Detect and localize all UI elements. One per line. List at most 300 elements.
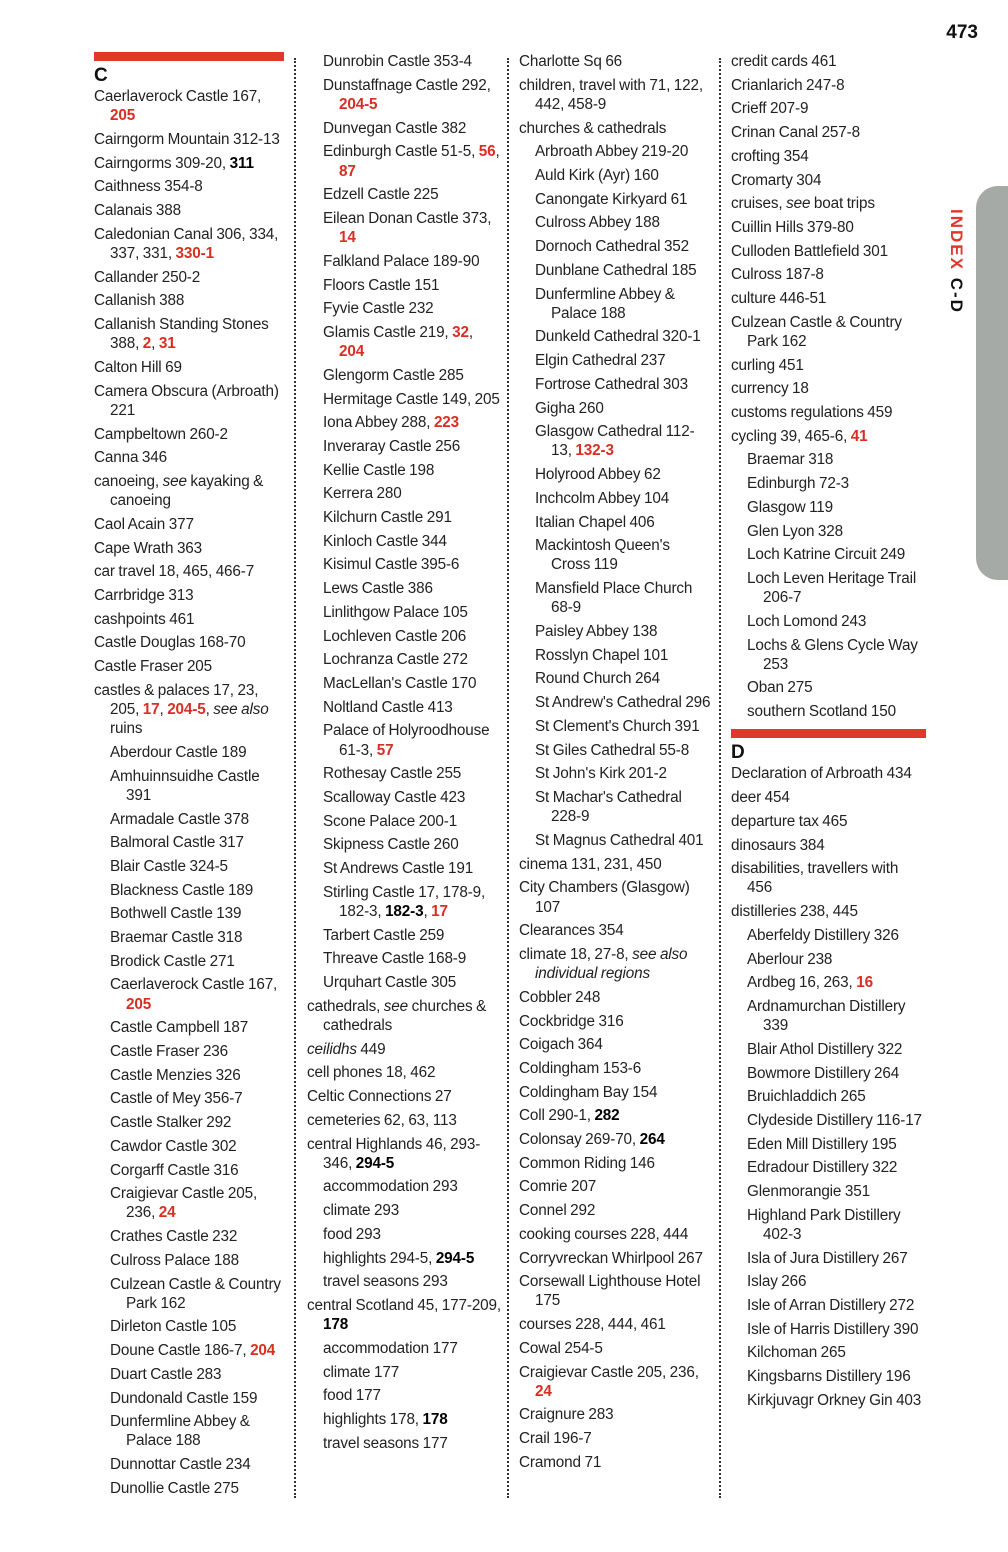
- entry-text: Cobbler 248: [519, 988, 601, 1006]
- index-subentry: [94, 1018, 284, 1037]
- index-subentry: [307, 119, 501, 138]
- map-page-ref: 204-5: [167, 700, 206, 718]
- index-subentry: [94, 1066, 284, 1085]
- index-subentry: [731, 1135, 926, 1154]
- map-page-ref: 14: [339, 229, 356, 247]
- index-subentry: [731, 1343, 926, 1362]
- index-entry: [731, 194, 926, 213]
- column-separator: [507, 58, 509, 1498]
- entry-text: Rothesay Castle 255: [323, 765, 462, 783]
- column-separator: [719, 58, 721, 1498]
- entry-text: Aberlour 238: [747, 950, 833, 968]
- index-subentry: [307, 721, 501, 759]
- entry-text: Ardnamurchan Distillery 339: [747, 997, 906, 1035]
- index-subentry: [519, 261, 711, 280]
- index-entry: [731, 836, 926, 855]
- index-subentry: [731, 678, 926, 697]
- index-subentry: [731, 1296, 926, 1315]
- entry-text: Celtic Connections 27: [307, 1088, 452, 1106]
- map-page-ref: 16: [856, 974, 873, 992]
- entry-text: Dunnottar Castle 234: [110, 1456, 251, 1474]
- entry-text: Oban 275: [747, 679, 813, 697]
- entry-text: Cowal 254-5: [519, 1339, 603, 1357]
- map-page-ref: 17: [142, 700, 160, 718]
- entry-text: Aberdour Castle 189: [110, 743, 247, 761]
- index-entry: [94, 315, 284, 353]
- index-entry: [519, 1315, 711, 1334]
- map-page-ref: 205: [110, 107, 136, 125]
- entry-text: ,: [205, 700, 214, 718]
- entry-text: Carrbridge 313: [94, 586, 194, 604]
- index-subentry: [94, 881, 284, 900]
- index-subentry: [307, 812, 501, 831]
- entry-text: Culzean Castle & Country Park 162: [110, 1275, 281, 1312]
- entry-text: climate 293: [323, 1202, 400, 1220]
- index-subentry: [307, 1225, 501, 1244]
- index-subentry: [307, 276, 501, 295]
- index-entry: [519, 988, 711, 1007]
- index-subentry: [731, 450, 926, 469]
- cross-ref-text: see also individual regions: [535, 945, 688, 983]
- entry-text: central Scotland 45, 177-209,: [307, 1296, 501, 1314]
- entry-text: Glasgow Cathedral 112-13,: [535, 423, 695, 460]
- entry-text: highlights 294-5,: [323, 1249, 436, 1267]
- entry-text: Braemar 318: [747, 451, 834, 469]
- entry-text: St Magnus Cathedral 401: [535, 831, 704, 849]
- index-subentry: [94, 810, 284, 829]
- entry-text: Callanish 388: [94, 292, 185, 310]
- entry-text: travel seasons 177: [323, 1434, 448, 1452]
- entry-text: Floors Castle 151: [323, 276, 440, 294]
- entry-text: Scalloway Castle 423: [323, 789, 466, 806]
- index-entry: [731, 313, 926, 351]
- entry-text: Calanais 388: [94, 202, 181, 220]
- entry-text: Bruichladdich 265: [747, 1088, 866, 1106]
- entry-text: Glen Lyon 328: [747, 522, 843, 540]
- index-entry: [519, 76, 711, 114]
- index-label: INDEX: [947, 209, 966, 271]
- index-entry: [94, 382, 284, 420]
- index-subentry: [519, 465, 711, 484]
- entry-text: children, travel with 71, 122, 442, 458-9: [519, 76, 703, 113]
- index-entry: [731, 427, 926, 446]
- entry-text: Duart Castle 283: [110, 1365, 222, 1383]
- entry-text: Lews Castle 386: [323, 580, 433, 598]
- entry-text: Brodick Castle 271: [110, 952, 235, 970]
- entry-text: Cairngorm Mountain 312-13: [94, 130, 280, 148]
- entry-text: Dunkeld Cathedral 320-1: [535, 328, 701, 346]
- entry-text: Castle of Mey 356-7: [110, 1090, 243, 1108]
- map-page-ref: 132-3: [575, 442, 614, 460]
- index-entry: [94, 154, 284, 173]
- entry-text: Culloden Battlefield 301: [731, 242, 888, 260]
- entry-text: Culross 187-8: [731, 266, 824, 284]
- entry-text: departure tax 465: [731, 812, 848, 830]
- feature-page-ref: 182-3: [385, 903, 424, 921]
- entry-text: Connel 292: [519, 1202, 596, 1220]
- index-subentry: [519, 142, 711, 161]
- entry-text: Palace of Holyroodhouse 61-3,: [323, 722, 490, 759]
- entry-text: Ardbeg 16, 263,: [747, 974, 857, 992]
- entry-text: Crathes Castle 232: [110, 1228, 238, 1246]
- index-entry: [731, 147, 926, 166]
- entry-text: Dornoch Cathedral 352: [535, 238, 690, 256]
- entry-text: 449: [356, 1040, 386, 1058]
- entry-text: St Andrew's Cathedral 296: [535, 694, 711, 712]
- index-subentry: [307, 437, 501, 456]
- index-subentry: [307, 209, 501, 247]
- index-subentry: [731, 1249, 926, 1268]
- entry-text: Armadale Castle 378: [110, 810, 249, 828]
- index-subentry: [519, 693, 711, 712]
- index-entry: [731, 218, 926, 237]
- index-subentry: [94, 1137, 284, 1156]
- entry-text: Corgarff Castle 316: [110, 1161, 239, 1179]
- entry-text: Castle Stalker 292: [110, 1114, 232, 1132]
- index-subentry: [519, 213, 711, 232]
- index-subentry: [307, 973, 501, 992]
- entry-text: Crianlarich 247-8: [731, 76, 845, 94]
- entry-text: Cairngorms 309-20,: [94, 154, 230, 172]
- index-subentry: [307, 299, 501, 318]
- index-subentry: [94, 1365, 284, 1384]
- index-subentry: [307, 926, 501, 945]
- entry-text: ruins: [110, 720, 143, 738]
- entry-text: Balmoral Castle 317: [110, 834, 244, 852]
- entry-text: Dunstaffnage Castle 292,: [323, 76, 491, 94]
- entry-text: Blair Athol Distillery 322: [747, 1040, 903, 1058]
- index-entry: [94, 681, 284, 739]
- index-subentry: [307, 508, 501, 527]
- index-subentry: [307, 484, 501, 503]
- entry-text: Kingsbarns Distillery 196: [747, 1368, 911, 1386]
- entry-text: Loch Leven Heritage Trail 206-7: [747, 569, 917, 607]
- entry-list: [519, 52, 711, 1472]
- entry-text: Fortrose Cathedral 303: [535, 375, 689, 393]
- entry-text: central Highlands 46, 293-346,: [307, 1135, 481, 1172]
- entry-text: Bothwell Castle 139: [110, 905, 242, 923]
- index-subentry: [519, 351, 711, 370]
- entry-text: southern Scotland 150: [747, 703, 896, 721]
- entry-text: Craigievar Castle 205, 236,: [519, 1363, 699, 1381]
- index-subentry: [307, 532, 501, 551]
- index-subentry: [307, 1410, 501, 1429]
- entry-text: Canna 346: [94, 449, 167, 467]
- index-subentry: [731, 702, 926, 721]
- entry-text: Eden Mill Distillery 195: [747, 1135, 897, 1153]
- entry-text: food 177: [323, 1387, 381, 1405]
- index-entry: [94, 448, 284, 467]
- index-subentry: [307, 185, 501, 204]
- index-subentry: [307, 413, 501, 432]
- index-entry: [519, 1059, 711, 1078]
- entry-text: Campbeltown 260-2: [94, 425, 228, 443]
- index-entry: [94, 130, 284, 149]
- index-entry: [731, 379, 926, 398]
- entry-text: ,: [423, 903, 432, 921]
- entry-text: Threave Castle 168-9: [323, 950, 467, 968]
- index-subentry: [519, 579, 711, 617]
- index-subentry: [519, 788, 711, 826]
- entry-text: accommodation 293: [323, 1178, 458, 1196]
- entry-text: Braemar Castle 318: [110, 929, 243, 947]
- page-number: 473: [946, 22, 978, 43]
- entry-text: Kinloch Castle 344: [323, 532, 447, 550]
- entry-text: Dundonald Castle 159: [110, 1389, 258, 1407]
- map-page-ref: 56: [478, 143, 496, 161]
- entry-text: St Machar's Cathedral 228-9: [535, 789, 682, 826]
- index-subentry: [94, 928, 284, 947]
- index-entry: [731, 764, 926, 783]
- index-subentry: [731, 612, 926, 631]
- index-subentry: [731, 636, 926, 674]
- entry-text: Caerlaverock Castle 167,: [94, 88, 262, 105]
- index-subentry: [94, 1389, 284, 1408]
- index-entry: [94, 539, 284, 558]
- entry-text: Isla of Jura Distillery 267: [747, 1249, 908, 1267]
- index-subentry: [307, 627, 501, 646]
- entry-text: Kisimul Castle 395-6: [323, 556, 460, 574]
- index-entry: [731, 859, 926, 897]
- index-entry: [519, 1035, 711, 1054]
- entry-text: courses 228, 444, 461: [519, 1316, 666, 1334]
- index-subentry: [94, 1455, 284, 1474]
- entry-text: Culross Abbey 188: [535, 214, 660, 232]
- index-subentry: [731, 950, 926, 969]
- index-subentry: [731, 1367, 926, 1386]
- index-subentry: [94, 1412, 284, 1450]
- entry-text: Highland Park Distillery 402-3: [747, 1206, 901, 1243]
- index-entry: [731, 289, 926, 308]
- index-entry: [94, 291, 284, 310]
- index-entry: [731, 99, 926, 118]
- entry-text: Fyvie Castle 232: [323, 300, 434, 318]
- entry-text: Craigievar Castle 205, 236,: [110, 1185, 258, 1222]
- index-entry: [731, 76, 926, 95]
- cross-ref-text: ceilidhs: [307, 1040, 357, 1058]
- index-subentry: [307, 1434, 501, 1453]
- entry-text: cashpoints 461: [94, 610, 195, 628]
- map-page-ref: 204: [250, 1342, 276, 1360]
- index-subentry: [519, 622, 711, 641]
- entry-text: Kerrera 280: [323, 485, 402, 503]
- index-subentry: [307, 1249, 501, 1268]
- entry-text: Kilchoman 265: [747, 1344, 846, 1362]
- section-bar-d: [731, 729, 926, 738]
- entry-text: curling 451: [731, 356, 804, 374]
- entry-text: Inchcolm Abbey 104: [535, 489, 670, 507]
- entry-text: Kellie Castle 198: [323, 461, 435, 479]
- index-subentry: [519, 327, 711, 346]
- entry-text: Amhuinnsuidhe Castle 391: [110, 767, 260, 804]
- entry-text: MacLellan's Castle 170: [323, 674, 477, 692]
- entry-text: Castle Fraser 205: [94, 658, 213, 676]
- index-entry: [94, 657, 284, 676]
- index-subentry: [94, 975, 284, 1013]
- entry-text: Dunfermline Abbey & Palace 188: [535, 285, 675, 322]
- entry-text: highlights 178,: [323, 1410, 423, 1428]
- index-subentry: [519, 717, 711, 736]
- entry-text: Edinburgh 72-3: [747, 475, 850, 493]
- index-subentry: [731, 1040, 926, 1059]
- index-subentry: [307, 764, 501, 783]
- map-page-ref: 223: [433, 414, 460, 432]
- entry-text: Coigach 364: [519, 1036, 603, 1054]
- entry-text: Caledonian Canal 306, 334, 337, 331,: [94, 225, 279, 262]
- section-letter-c: C: [94, 65, 108, 86]
- entry-text: Edzell Castle 225: [323, 186, 439, 204]
- entry-list: [307, 52, 501, 1453]
- index-entry: [731, 902, 926, 921]
- index-entry: [731, 242, 926, 261]
- index-entry: [519, 1249, 711, 1268]
- entry-text: Mansfield Place Church 68-9: [535, 580, 693, 617]
- map-page-ref: 87: [339, 162, 356, 180]
- entry-text: St Giles Cathedral 55-8: [535, 741, 690, 759]
- entry-text: Rosslyn Chapel 101: [535, 646, 669, 664]
- entry-text: boat trips: [810, 195, 875, 213]
- entry-text: Castle Menzies 326: [110, 1066, 241, 1084]
- entry-text: cell phones 18, 462: [307, 1064, 436, 1082]
- index-subentry: [731, 545, 926, 564]
- entry-text: Gigha 260: [535, 399, 604, 417]
- entry-text: ,: [495, 143, 500, 161]
- index-subentry: [731, 498, 926, 517]
- entry-text: Stirling Castle 17, 178-9, 182-3,: [323, 883, 486, 921]
- map-page-ref: 330-1: [175, 244, 214, 262]
- entry-text: Auld Kirk (Ayr) 160: [535, 167, 659, 185]
- index-subentry: [94, 833, 284, 852]
- entry-text: Cromarty 304: [731, 171, 822, 189]
- entry-text: Cramond 71: [519, 1453, 602, 1471]
- map-page-ref: 204-5: [339, 95, 378, 113]
- entry-text: currency 18: [731, 380, 809, 398]
- index-subentry: [519, 513, 711, 532]
- entry-text: Camera Obscura (Arbroath) 221: [94, 382, 279, 419]
- index-subentry: [519, 237, 711, 256]
- index-column-4: [731, 52, 926, 1415]
- index-subentry: [307, 1201, 501, 1220]
- entry-text: Craignure 283: [519, 1406, 614, 1424]
- index-subentry: [731, 569, 926, 607]
- entry-text: Kilchurn Castle 291: [323, 509, 452, 527]
- entry-text: kayaking & canoeing: [110, 472, 264, 510]
- entry-text: canoeing,: [94, 472, 163, 490]
- entry-text: Glenmorangie 351: [747, 1183, 870, 1201]
- index-entry: [519, 1130, 711, 1149]
- entry-text: Clearances 354: [519, 922, 624, 940]
- index-entry: [731, 812, 926, 831]
- index-entry: [519, 1201, 711, 1220]
- index-entry: [519, 1405, 711, 1424]
- entry-text: Coll 290-1,: [519, 1107, 595, 1125]
- entry-text: Bowmore Distillery 264: [747, 1064, 900, 1082]
- index-subentry: [307, 1339, 501, 1358]
- index-entry: [519, 1177, 711, 1196]
- entry-text: Coldingham Bay 154: [519, 1083, 658, 1101]
- index-subentry: [731, 1272, 926, 1291]
- entry-text: Loch Lomond 243: [747, 612, 867, 630]
- entry-text: Elgin Cathedral 237: [535, 352, 666, 370]
- index-subentry: [307, 788, 501, 807]
- entry-text: Lochranza Castle 272: [323, 651, 468, 669]
- entry-text: Caithness 354-8: [94, 178, 203, 196]
- feature-page-ref: 178: [422, 1410, 448, 1428]
- index-subentry: [94, 857, 284, 876]
- entry-text: churches & cathedrals: [519, 119, 667, 137]
- index-entry: [307, 1063, 501, 1082]
- index-subentry: [307, 555, 501, 574]
- cross-ref-text: see: [383, 997, 408, 1015]
- entry-text: Declaration of Arbroath 434: [731, 765, 912, 783]
- cross-ref-text: see also: [213, 700, 269, 718]
- entry-text: Doune Castle 186-7,: [110, 1342, 251, 1360]
- index-entry: [94, 472, 284, 510]
- entry-text: Castle Fraser 236: [110, 1043, 229, 1061]
- index-entry: [94, 87, 284, 125]
- index-subentry: [519, 190, 711, 209]
- entry-text: Edinburgh Castle 51-5,: [323, 143, 479, 161]
- entry-text: ,: [468, 323, 473, 341]
- index-range-label: C-D: [947, 277, 966, 314]
- entry-text: cycling 39, 465-6,: [731, 427, 851, 445]
- entry-text: Calton Hill 69: [94, 358, 182, 376]
- index-entry: [731, 403, 926, 422]
- entry-text: climate 177: [323, 1363, 400, 1381]
- entry-text: Loch Katrine Circuit 249: [747, 546, 906, 564]
- entry-text: Kirkjuvagr Orkney Gin 403: [747, 1391, 922, 1409]
- index-entry: [519, 878, 711, 916]
- index-subentry: [307, 1272, 501, 1291]
- entry-text: car travel 18, 465, 466-7: [94, 563, 255, 581]
- entry-text: Glasgow 119: [747, 498, 834, 516]
- index-subentry: [731, 474, 926, 493]
- index-subentry: [519, 764, 711, 783]
- entry-text: Comrie 207: [519, 1178, 597, 1196]
- entry-text: ,: [159, 700, 168, 718]
- entry-text: Callander 250-2: [94, 268, 201, 286]
- index-subentry: [307, 674, 501, 693]
- feature-page-ref: 311: [229, 154, 254, 172]
- index-subentry: [307, 859, 501, 878]
- index-subentry: [94, 1479, 284, 1498]
- map-page-ref: 205: [126, 995, 152, 1013]
- index-entry: [519, 945, 711, 983]
- entry-text: Corryvreckan Whirlpool 267: [519, 1249, 703, 1267]
- index-entry: [519, 855, 711, 874]
- entry-text: Dunvegan Castle 382: [323, 119, 467, 137]
- index-subentry: [307, 390, 501, 409]
- index-subentry: [519, 285, 711, 323]
- entry-text: ,: [151, 335, 159, 353]
- index-entry: [94, 268, 284, 287]
- index-subentry: [94, 952, 284, 971]
- entry-text: climate 18, 27-8,: [519, 945, 633, 963]
- entry-text: Crinan Canal 257-8: [731, 124, 860, 142]
- entry-text: Dirleton Castle 105: [110, 1318, 237, 1336]
- index-entry: [519, 1154, 711, 1173]
- index-subentry: [307, 1177, 501, 1196]
- index-subentry: [94, 904, 284, 923]
- entry-text: food 293: [323, 1225, 381, 1243]
- index-subentry: [94, 1161, 284, 1180]
- cross-ref-text: see: [162, 472, 187, 490]
- index-subentry: [519, 831, 711, 850]
- index-entry: [731, 356, 926, 375]
- entry-text: cemeteries 62, 63, 113: [307, 1111, 457, 1129]
- entry-text: Round Church 264: [535, 670, 661, 688]
- entry-text: Cawdor Castle 302: [110, 1137, 237, 1155]
